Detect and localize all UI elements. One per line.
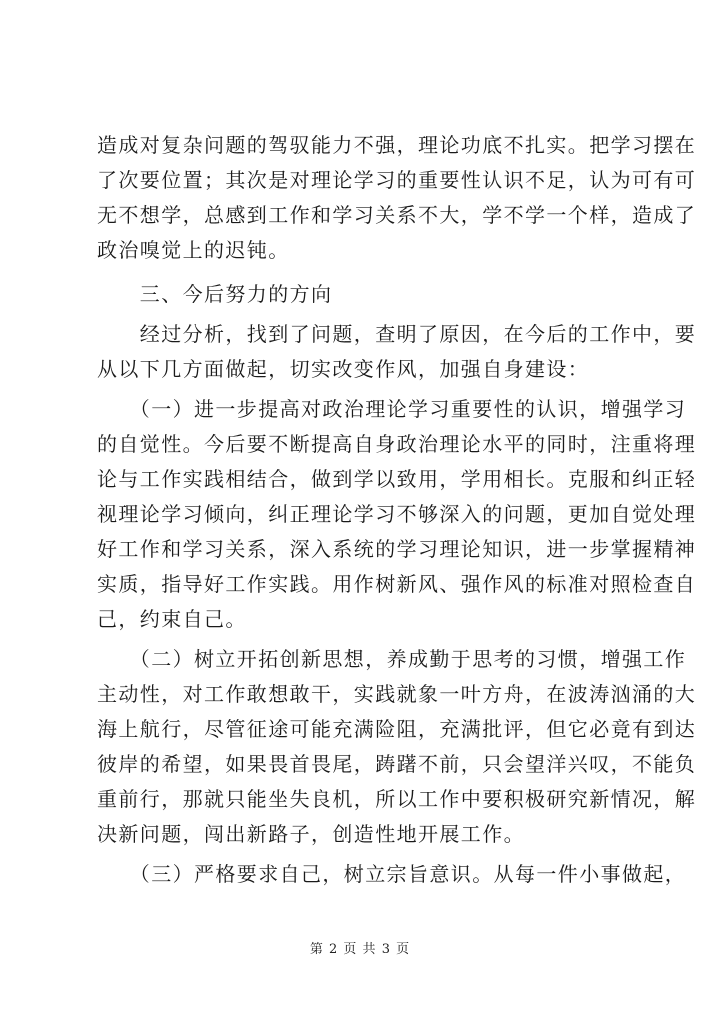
text-line: 彼岸的希望，如果畏首畏尾，踌躇不前，只会望洋兴叹，不能负 xyxy=(97,752,697,776)
text-line: 好工作和学习关系，深入系统的学习理论知识，进一步掌握精神 xyxy=(97,537,697,561)
text-line: 海上航行，尽管征途可能充满险阻，充满批评，但它必竟有到达 xyxy=(97,717,697,741)
text-line: 论与工作实践相结合，做到学以致用，学用相长。克服和纠正轻 xyxy=(97,467,697,491)
text-line: 己，约束自己。 xyxy=(97,607,247,631)
text-line: 实质，指导好工作实践。用作树新风、强作风的标准对照检查自 xyxy=(97,572,697,596)
text-line: 重前行，那就只能坐失良机，所以工作中要积极研究新情况，解 xyxy=(97,787,697,811)
section-heading: 三、今后努力的方向 xyxy=(97,282,333,306)
text-line: 造成对复杂问题的驾驭能力不强，理论功底不扎实。把学习摆在 xyxy=(97,133,697,157)
text-line: （三）严格要求自己，树立宗旨意识。从每一件小事做起， xyxy=(97,862,687,886)
text-line: 经过分析，找到了问题，查明了原因，在今后的工作中，要 xyxy=(97,322,697,346)
text-line: 从以下几方面做起，切实改变作风，加强自身建设： xyxy=(97,357,590,381)
text-line: 主动性，对工作敢想敢干，实践就象一叶方舟，在波涛汹涌的大 xyxy=(97,682,697,706)
text-line: （二）树立开拓创新思想，养成勤于思考的习惯，增强工作 xyxy=(97,647,687,671)
text-line: 了次要位置；其次是对理论学习的重要性认识不足，认为可有可 xyxy=(97,168,697,192)
text-line: 视理论学习倾向，纠正理论学习不够深入的问题，更加自觉处理 xyxy=(97,502,697,526)
page-number-footer: 第 2 页 共 3 页 xyxy=(309,942,411,957)
text-line: （一）进一步提高对政治理论学习重要性的认识，增强学习 xyxy=(97,397,687,421)
text-line: 决新问题，闯出新路子，创造性地开展工作。 xyxy=(97,822,525,846)
text-line: 无不想学，总感到工作和学习关系不大，学不学一个样，造成了 xyxy=(97,203,697,227)
text-line: 政治嗅觉上的迟钝。 xyxy=(97,238,290,262)
text-line: 的自觉性。今后要不断提高自身政治理论水平的同时，注重将理 xyxy=(97,432,697,456)
